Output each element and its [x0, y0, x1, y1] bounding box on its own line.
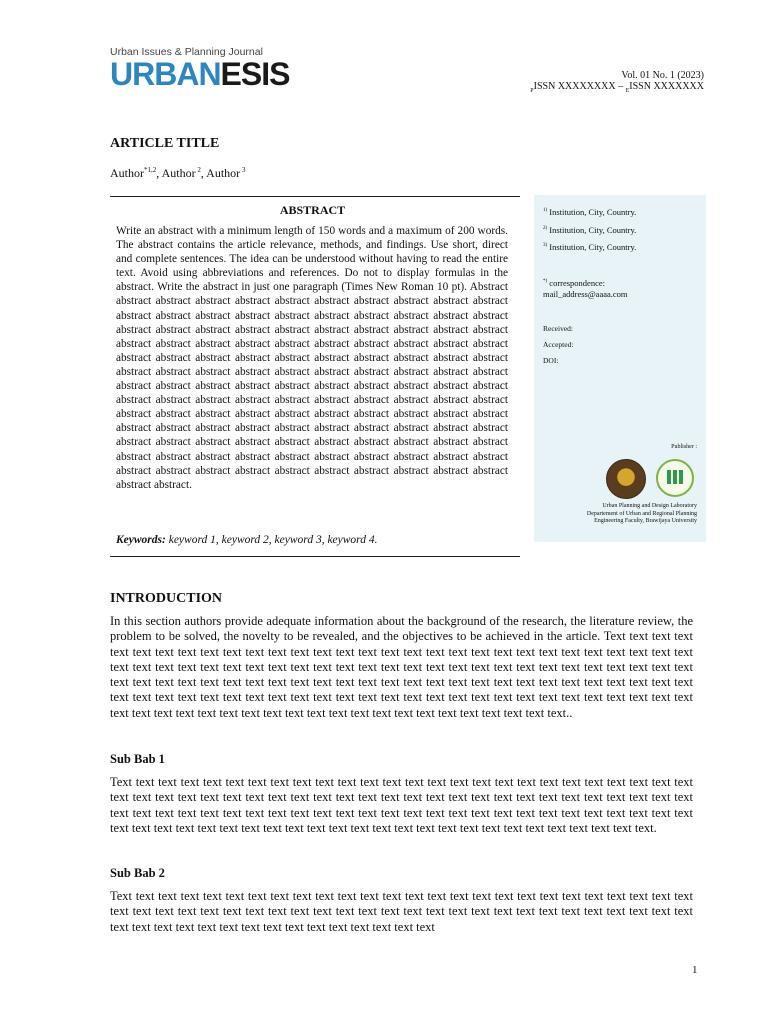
publisher-line: Departement of Urban and Regional Planning — [586, 510, 697, 517]
accepted-date: Accepted: — [543, 340, 574, 349]
abstract-text: Write an abstract with a minimum length of 150 words and a maximum of 200 words. The abstract contains the article relevance, methods, and findings. Use short, direct and complete sentences. The idea can be understood without having to read the entire text. Avoid using abbreviations and references. Do not to display formulas in the abstract. Write the abstract in just one paragraph (Times New Roman 10 pt). Abstract abstract abstract abstract abstract abstract abstract abstract abstract abstract abstract abstract abstract abstract abstract abstract abstract abstract abstract abstract abstract abstract abstract abstract abstract abstract abstract abstract abstract abstract abstract abstract abstract abstract abstract abstract abstract abstract abstract abstract abstract abstract abstract abstract abstract abstract abstract abstract abstract abstract abstract abstract abstract abstract abstract abstract abstract abstract abstract abstract abstract abstract abstract abstract abstract abstract abstract abstract abstract abstract abstract abstract abstract abstract abstract abstract abstract abstract abstract abstract abstract abstract abstract abstract abstract abstract abstract abstract abstract abstract abstract abstract abstract abstract abstract abstract abstract abstract abstract abstract abstract abstract abstract abstract abstract abstract abstract abstract abstract abstract abstract abstract abstract abstract abstract abstract abstract abstract abstract abstract abstract abstract abstract abstract abstract abstract abstract abstract abstract abstract abstract abstract abstract. — [116, 225, 508, 491]
affiliation-sup: 2) — [543, 226, 548, 232]
author-affiliation-sup: 3 — [240, 166, 246, 174]
affiliation-3 — [543, 242, 636, 252]
author-list — [110, 166, 245, 181]
publisher-line: Urban Planning and Design Laboratory — [602, 503, 697, 509]
subsection-2-heading: Sub Bab 2 — [110, 866, 165, 880]
subsection-2-text: Text text text text text text text text text text text text text text text text text text text text text text text text text text text text text text text text text text text text text text text text text text text text text text text text text text text text text text text text text text text text text text text text text text text — [110, 889, 693, 934]
issn-e-sub: E — [625, 88, 630, 94]
affiliation-sup: 1) — [543, 208, 548, 214]
journal-wordmark — [110, 56, 289, 92]
author-name: , Author — [156, 166, 196, 180]
affiliation-1 — [543, 207, 636, 217]
publisher-info — [537, 503, 697, 526]
issn-p-sub: P — [530, 88, 534, 94]
page-number: 1 — [692, 964, 698, 976]
correspondence-label — [543, 278, 605, 288]
subsection-1-text: Text text text text text text text text text text text text text text text text text text text text text text text text text text text text text text text text text text text text text text text text text text text text text text text text text text text text text text text text text text text text text text text text text text text text text text text text text text text text text text text text text text text text text text text text text text text text text text text text text text text text text text text. — [110, 775, 693, 835]
correspondence-sup: *) — [543, 279, 548, 285]
affiliation-text: Institution, City, Country. — [547, 207, 637, 217]
introduction-heading: INTRODUCTION — [110, 591, 223, 606]
wordmark-esis: ESIS — [220, 56, 290, 92]
subsection-1-heading: Sub Bab 1 — [110, 752, 165, 766]
issn-info — [530, 81, 704, 94]
author-affiliation-sup: 2 — [195, 166, 201, 174]
abstract-heading: ABSTRACT — [279, 203, 346, 217]
received-date: Received: — [543, 324, 573, 333]
journal-tagline: Urban Issues & Planning Journal — [110, 46, 263, 58]
journal-logo — [110, 46, 290, 96]
article-title: ARTICLE TITLE — [110, 136, 220, 151]
volume-info: Vol. 01 No. 1 (2023) — [621, 70, 704, 81]
keywords-list: keyword 1, keyword 2, keyword 3, keyword 4. — [165, 534, 378, 546]
keywords-label: Keywords: — [116, 534, 166, 546]
issn-print: ISSN XXXXXXXX — [533, 81, 616, 92]
correspondence-email[interactable]: mail_address@aaaa.com — [543, 289, 628, 299]
publisher-label: Publisher : — [671, 444, 697, 450]
article-info-sidebar — [534, 195, 706, 542]
doi: DOI: — [543, 356, 559, 365]
introduction-text: In this section authors provide adequate information about the background of the research, the literature review, the problem to be solved, the novelty to be revealed, and the objectives to be achieved in the article. Text text text text text text text text text text text text text text text text text text text text text text text text text text text text text text text text text text text text text text text text text text text text text text text text text text text text text text text text text text text text text text text text text text text text text text text text text text text text text text text text text text text text text text text text text text text text text text text text text text text text text text text text text text text text text text text text text text text text text text text text text text text text text text text text text.. — [110, 614, 693, 720]
keywords — [116, 534, 377, 546]
author-name: Author — [110, 166, 144, 180]
urban-planning-lab-logo — [656, 459, 694, 497]
issn-separator: – — [615, 81, 626, 92]
correspondence-text: correspondence: — [547, 278, 605, 288]
city-buildings-icon — [667, 470, 683, 484]
abstract-bottom-rule — [110, 556, 520, 557]
affiliation-text: Institution, City, Country. — [547, 242, 637, 252]
abstract-top-rule — [110, 196, 520, 197]
publisher-line: Engineering Faculty, Brawijaya University — [594, 518, 697, 524]
brawijaya-university-logo — [606, 459, 646, 499]
affiliation-text: Institution, City, Country. — [547, 225, 637, 235]
affiliation-2 — [543, 225, 636, 235]
issn-electronic: ISSN XXXXXXX — [629, 81, 704, 92]
author-name: , Author — [200, 166, 241, 180]
author-affiliation-sup: *1,2 — [144, 166, 157, 174]
wordmark-urban: URBAN — [110, 56, 221, 92]
affiliation-sup: 3) — [543, 243, 548, 249]
